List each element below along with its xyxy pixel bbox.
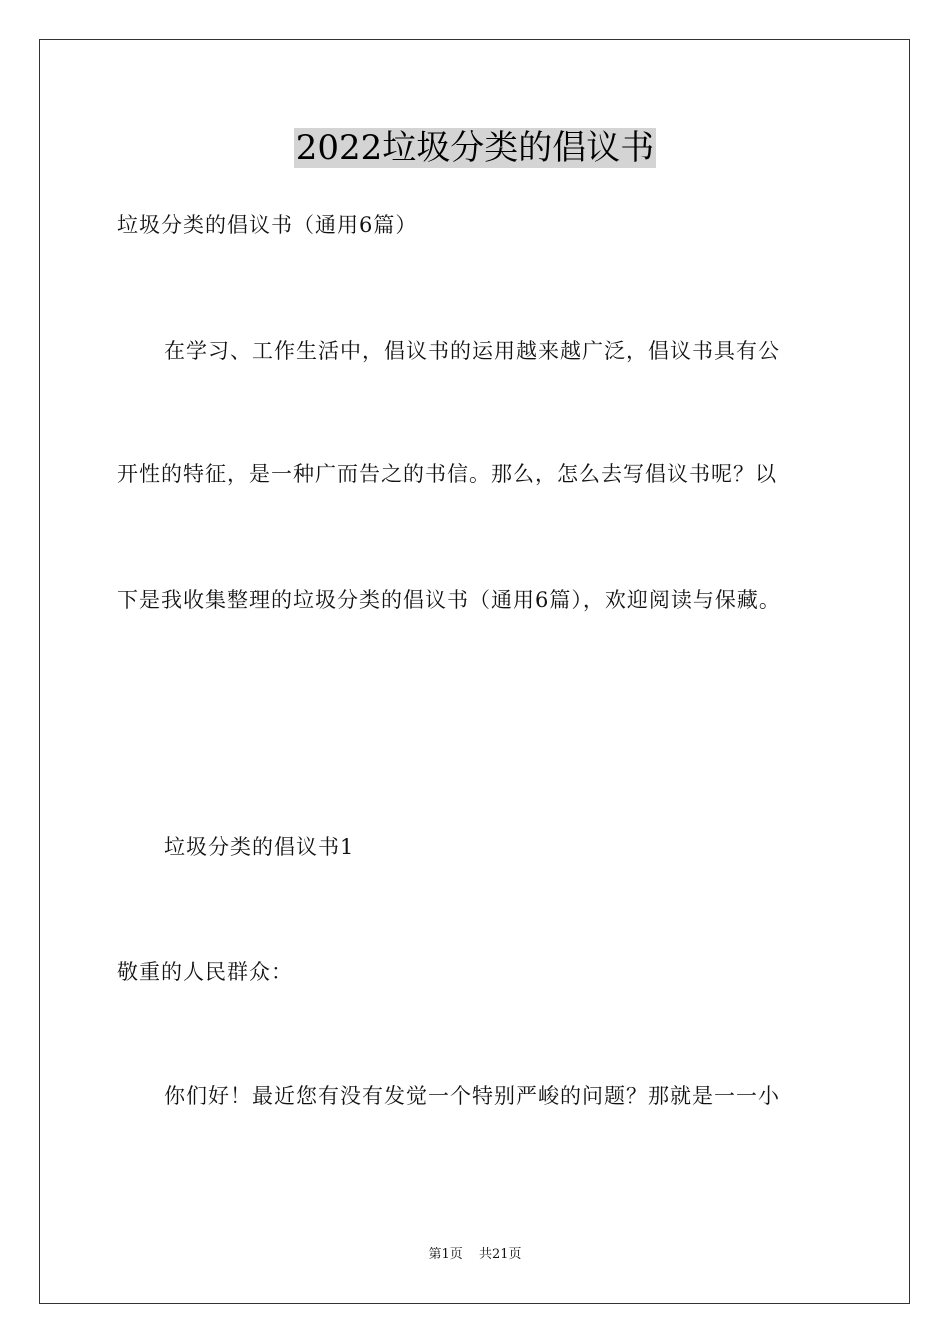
intro-line-3: 下是我收集整理的垃圾分类的倡议书（通用6篇），欢迎阅读与保藏。 bbox=[117, 588, 781, 612]
page-total: 共21页 bbox=[478, 1247, 522, 1262]
body-line-1: 你们好！最近您有没有发觉一个特别严峻的问题？那就是一一小 bbox=[164, 1084, 780, 1108]
page-footer bbox=[0, 1247, 950, 1263]
section-heading: 垃圾分类的倡议书1 bbox=[164, 835, 355, 859]
page-number: 第1页 bbox=[428, 1247, 463, 1262]
intro-line-1: 在学习、工作生活中，倡议书的运用越来越广泛，倡议书具有公 bbox=[164, 339, 780, 363]
salutation: 敬重的人民群众： bbox=[117, 960, 293, 984]
title-container bbox=[0, 128, 950, 168]
document-title: 2022垃圾分类的倡议书 bbox=[295, 128, 655, 168]
document-subtitle: 垃圾分类的倡议书（通用6篇） bbox=[117, 213, 418, 237]
intro-line-2: 开性的特征，是一种广而告之的书信。那么，怎么去写倡议书呢？以 bbox=[117, 462, 777, 486]
